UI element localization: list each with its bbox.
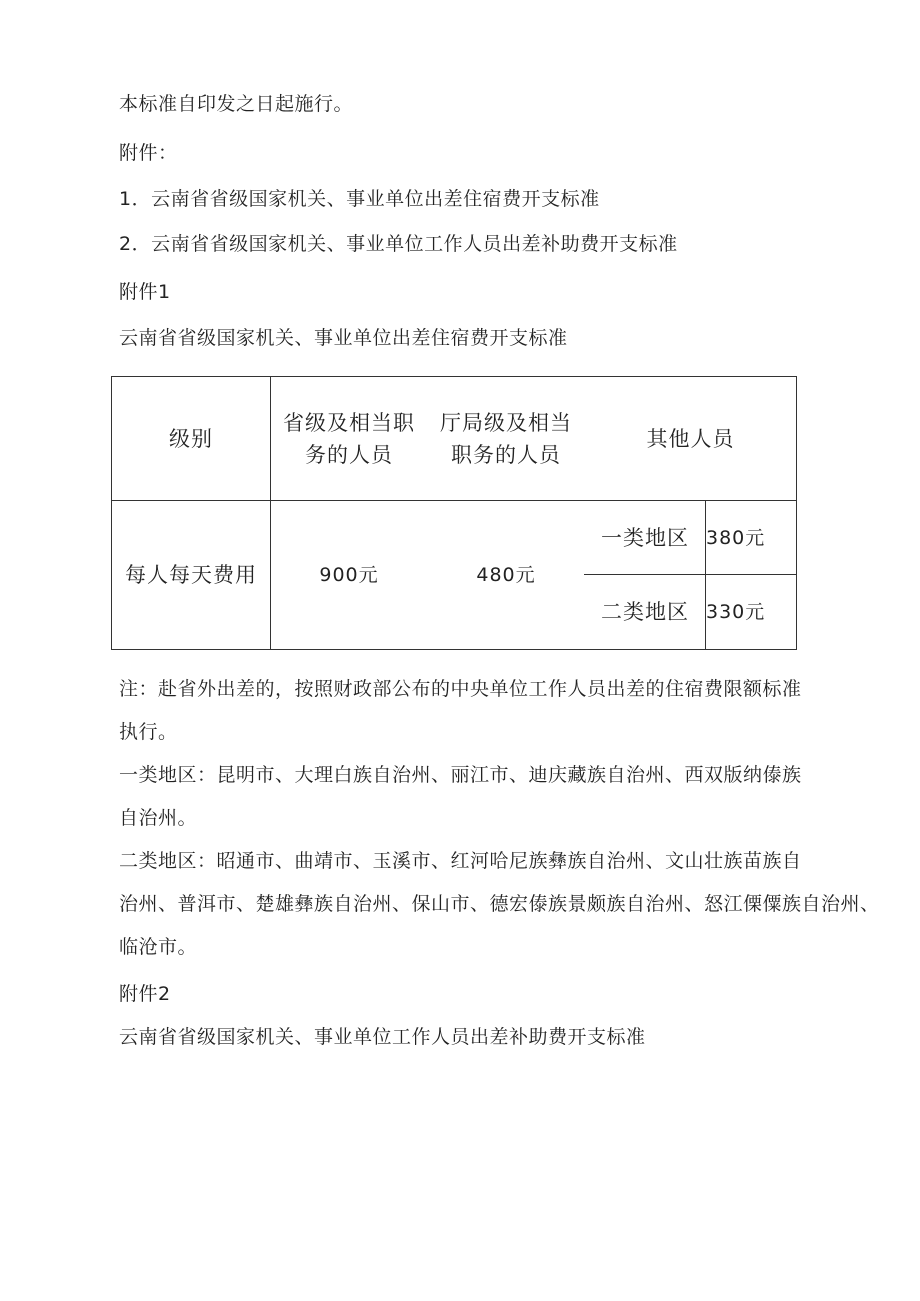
table-header-bureau — [427, 377, 585, 500]
class2-regions-line-2: 治州、普洱市、楚雄彝族自治州、保山市、德宏傣族景颇族自治州、怒江傈僳族自治州、 — [119, 893, 880, 915]
table-cell-text: 480元 — [476, 564, 536, 586]
table-header-text: 职务的人员 — [451, 442, 561, 467]
attachment-item-1: 1．云南省省级国家机关、事业单位出差住宿费开支标准 — [119, 188, 600, 210]
table-cell-text: 一类地区 — [601, 525, 689, 550]
note-line-1: 注：赴省外出差的，按照财政部公布的中央单位工作人员出差的住宿费限额标准 — [119, 678, 802, 700]
table-cell-provincial-value — [271, 501, 427, 649]
table-header-level-text: 级别 — [169, 426, 213, 451]
appendix-2-label: 附件2 — [119, 983, 171, 1005]
table-cell-class1-label — [585, 501, 705, 574]
class1-regions-line-1: 一类地区：昆明市、大理白族自治州、丽江市、迪庆藏族自治州、西双版纳傣族 — [119, 764, 802, 786]
appendix-1-label: 附件1 — [119, 281, 171, 303]
table-header-text: 省级及相当职 — [283, 410, 415, 435]
table-cell-text: 330元 — [706, 601, 766, 623]
table-cell-class1-value — [706, 501, 796, 574]
table-header-provincial — [271, 377, 427, 500]
table-cell-text: 二类地区 — [601, 600, 689, 624]
effective-date-text: 本标准自印发之日起施行。 — [119, 93, 354, 115]
appendix-2-title: 云南省省级国家机关、事业单位工作人员出差补助费开支标准 — [119, 1026, 646, 1048]
note-line-2: 执行。 — [119, 721, 178, 743]
table-cell-text: 380元 — [706, 526, 766, 549]
table-header-text: 务的人员 — [305, 442, 393, 467]
attachments-label: 附件： — [119, 142, 178, 164]
class1-regions-line-2: 自治州。 — [119, 807, 198, 829]
table-row-label-text: 每人每天费用 — [125, 563, 257, 587]
table-row-label — [112, 501, 270, 649]
table-header-level — [112, 377, 270, 500]
table-header-others — [585, 377, 796, 500]
accommodation-standard-table — [111, 376, 797, 650]
class2-regions-line-3: 临沧市。 — [119, 936, 198, 958]
table-cell-bureau-value — [427, 501, 585, 649]
attachment-item-2: 2．云南省省级国家机关、事业单位工作人员出差补助费开支标准 — [119, 233, 678, 255]
table-cell-class2-value — [706, 575, 796, 649]
table-header-text: 其他人员 — [646, 426, 735, 451]
table-header-text: 厅局级及相当 — [440, 410, 572, 435]
table-cell-text: 900元 — [319, 564, 379, 586]
class2-regions-line-1: 二类地区：昭通市、曲靖市、玉溪市、红河哈尼族彝族自治州、文山壮族苗族自 — [119, 850, 802, 872]
table-cell-class2-label — [585, 575, 705, 649]
appendix-1-title: 云南省省级国家机关、事业单位出差住宿费开支标准 — [119, 327, 568, 349]
